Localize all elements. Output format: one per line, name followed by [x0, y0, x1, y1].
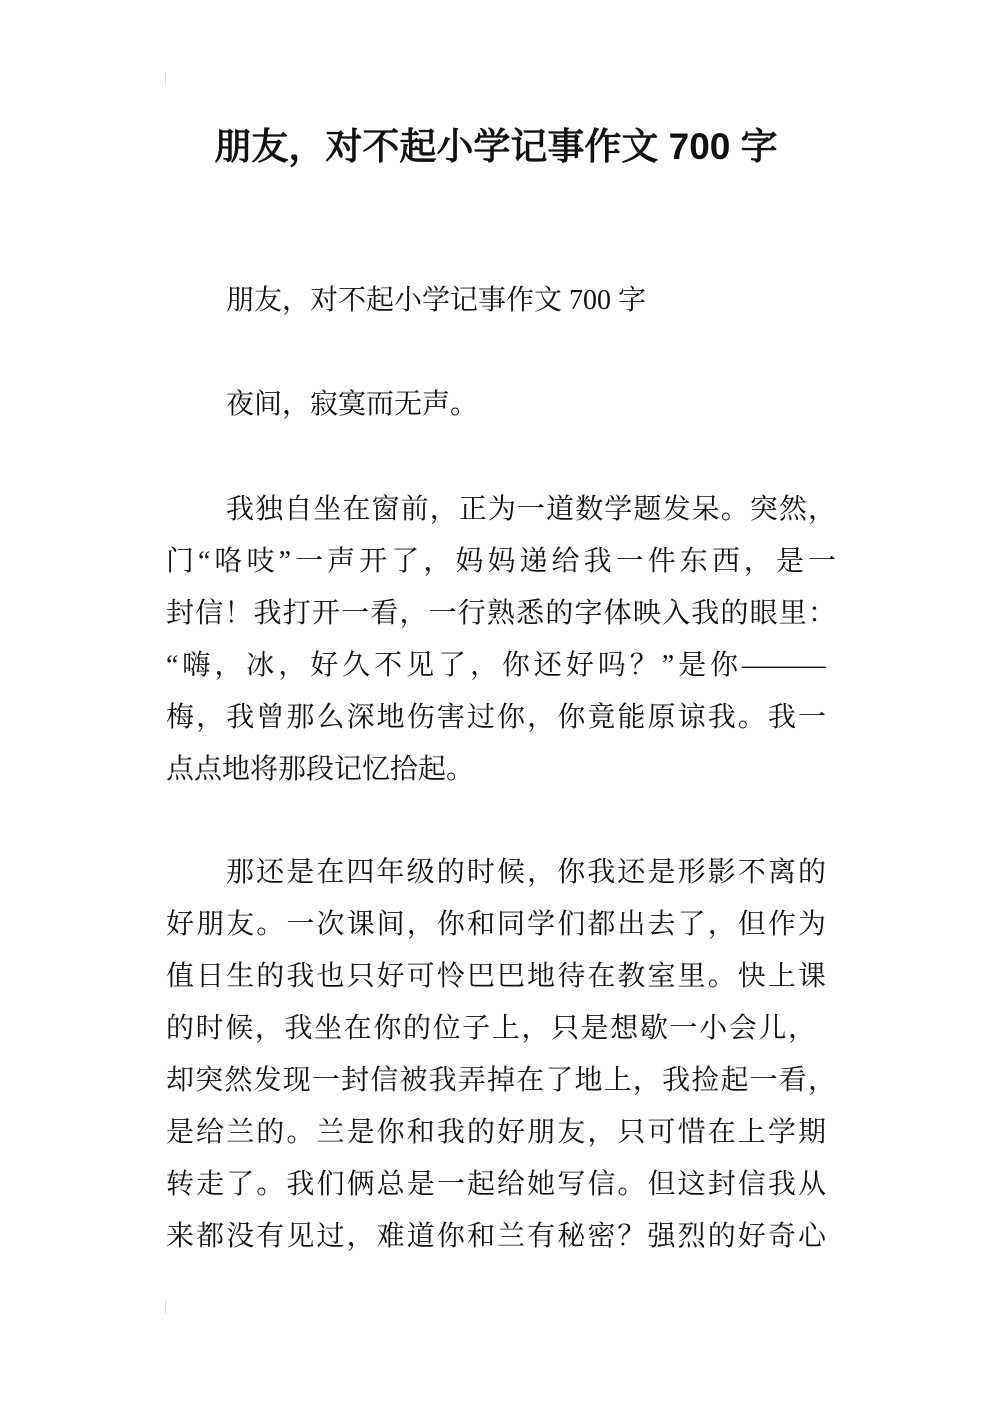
paragraph-line: 来都没有见过，难道你和兰有秘密？强烈的好奇心: [166, 1221, 826, 1252]
paragraph-line: 是给兰的。兰是你和我的好朋友，只可惜在上学期: [166, 1117, 826, 1148]
paragraph-line: 门“咯吱”一声开了，妈妈递给我一件东西，是一: [166, 546, 836, 577]
margin-mark: [165, 1300, 166, 1314]
paragraph-line: 梅，我曾那么深地伤害过你，你竟能原谅我。我一: [166, 702, 826, 733]
subtitle: 朋友，对不起小学记事作文 700 字: [226, 285, 647, 316]
paragraph-line: 那还是在四年级的时候，你我还是形影不离的: [226, 857, 826, 888]
paragraph-line: 点点地将那段记忆拾起。: [166, 754, 475, 785]
paragraph-line: 我独自坐在窗前，正为一道数学题发呆。突然，: [226, 494, 836, 525]
paragraph-line: 转走了。我们俩总是一起给她写信。但这封信我从: [166, 1169, 826, 1200]
paragraph-line: 夜间，寂寞而无声。: [226, 389, 479, 420]
paragraph-line: 封信！我打开一看，一行熟悉的字体映入我的眼里：: [166, 598, 836, 629]
paragraph-line: 值日生的我也只好可怜巴巴地待在教室里。快上课: [166, 961, 826, 992]
paragraph-line: 的时候，我坐在你的位子上，只是想歇一小会儿，: [166, 1013, 816, 1044]
document-title: 朋友，对不起小学记事作文 700 字: [214, 126, 778, 167]
paragraph-line: 好朋友。一次课间，你和同学们都出去了，但作为: [166, 909, 826, 940]
paragraph-line: “嗨，冰，好久不见了，你还好吗？”是你———: [166, 650, 826, 681]
margin-mark: [165, 72, 166, 86]
paragraph-line: 却突然发现一封信被我弄掉在了地上，我捡起一看，: [166, 1065, 836, 1096]
